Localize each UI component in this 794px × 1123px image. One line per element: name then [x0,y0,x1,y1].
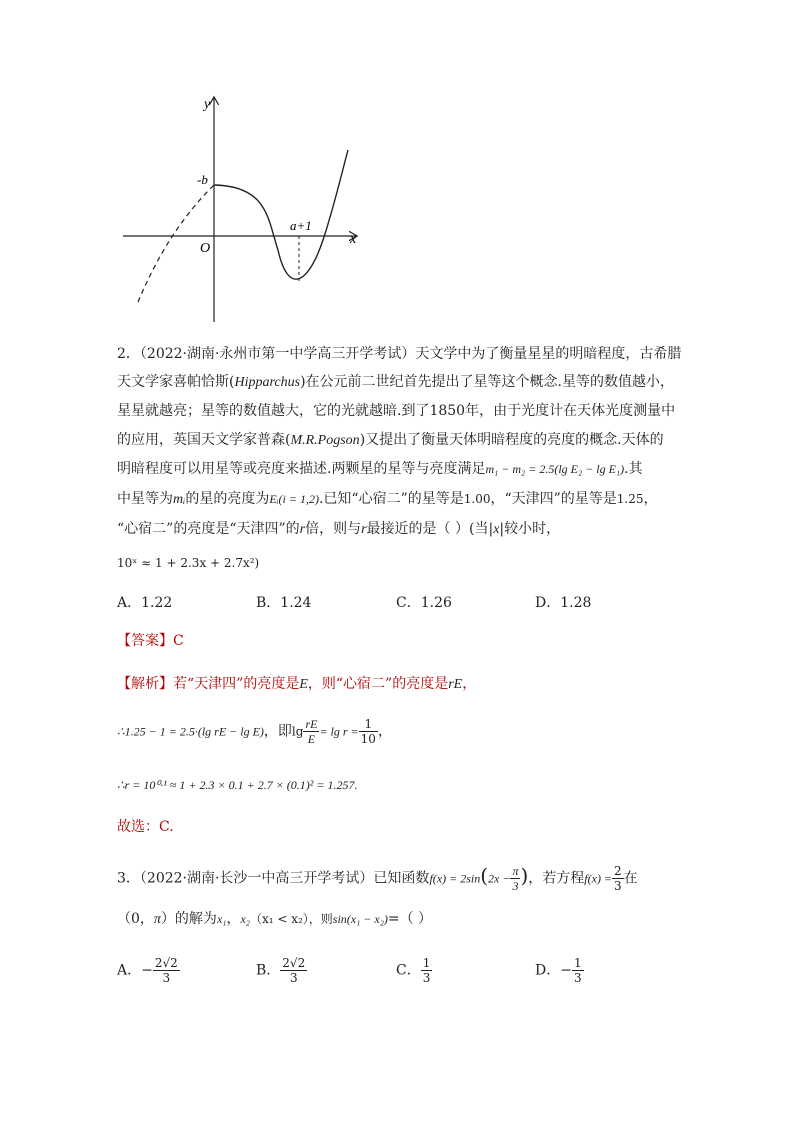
q3-text-1b: ，若方程 [528,870,585,887]
option-value: 1.28 [560,595,592,611]
option-label: A． [117,962,142,979]
q3-option-a[interactable] [117,956,180,985]
analysis-text-a: 若“天津四”的亮度是 [173,676,300,692]
x-var: x [493,522,500,537]
frac-1-10 [359,717,378,746]
var-rE: rE [448,677,463,692]
a-plus-1-label: a+1 [290,218,312,233]
pi: π [153,912,161,927]
x1: x₁ [216,912,227,926]
step1-mid: = lg r = [319,724,359,739]
y-label: y [204,97,211,112]
q2-text-3a: 星星就越亮；星等的数值越大，它的光就越暗.到了 [117,403,430,419]
frac-den: 3 [422,971,431,985]
paren-close: ) [520,863,529,888]
frac-2-3 [612,864,624,893]
q2-text-2a: 天文学家喜帕恰斯( [117,374,235,390]
q2-text-6c: .已知“心宿二”的星等是 [318,491,464,507]
answer-line [117,631,184,651]
q2-line-4 [117,430,664,451]
option-label: C． [396,962,421,979]
frac-num: 1 [359,717,378,732]
option-frac [153,956,180,985]
q2-text-6a: 中星等为 [117,491,173,507]
frac-num: rE [305,717,318,731]
option-label: D． [535,595,561,611]
frac-pi-3 [510,864,520,893]
year-1850: 1850 [429,403,466,419]
q3-text-2e: =（ ） [387,911,433,927]
q3-text-1c: 在 [623,870,638,887]
q2-text-2b: )在公元前二世纪首先提出了星等这个概念.星等的数值越小， [300,374,674,390]
step1-end: ， [377,723,392,740]
q2-text-4a: 的应用，英国天文学家普森( [117,432,291,448]
b-label: -b [197,172,208,187]
solid-curve [214,150,348,279]
frac-rE-E [303,717,319,746]
option-label: D． [535,962,561,979]
frac-den: 3 [162,971,171,985]
q2-text-7b: 倍，则与 [305,521,362,537]
q2-option-d[interactable] [535,592,591,612]
q2-line-2 [117,372,674,393]
q2-option-b[interactable] [256,592,311,612]
option-frac [572,956,584,985]
analysis-tag: 【解析】 [117,676,173,692]
q3-line-1 [117,864,638,893]
f-eq: f(x) = [584,871,613,886]
q2-line-7 [117,519,560,540]
option-sign: − [560,962,572,979]
option-frac [421,956,433,985]
step-2 [117,775,357,795]
m-i: mᵢ [173,492,186,507]
q2-text-6b: 的星的亮度为 [185,491,270,507]
q2-option-c[interactable] [396,592,452,612]
frac-den: 10 [360,732,376,746]
var-E: E [299,677,308,692]
q2-text-7d: |较小时， [499,521,561,537]
option-value: 1.26 [420,595,452,611]
analysis-text-c: ， [462,676,477,692]
option-label: C． [396,595,421,611]
q2-text-6d: ，“天津四”的星等是 [490,491,617,507]
frac-den: 3 [573,971,582,985]
answer-tag: 【答案】 [117,633,173,649]
q2-text-4b: )又提出了衡量天体明暗程度的亮度的概念.天体的 [359,432,664,448]
conclusion-text: 故选：C. [117,819,174,835]
approx-formula: 10ˣ ≈ 1 + 2.3x + 2.7x²) [117,556,260,570]
q3-text-1a: 3．（2022·湖南·长沙一中高三开学考试）已知函数 [117,870,430,887]
frac-num: 2√2 [282,956,306,970]
option-value: 1.22 [141,595,173,611]
q3-option-d[interactable] [535,956,584,985]
option-label: B． [256,962,281,979]
q2-option-a[interactable] [117,592,172,612]
origin-label: O [200,241,211,256]
analysis-text-b: ，则“心宿二”的亮度是 [307,676,449,692]
frac-den: 3 [512,879,519,893]
frac-num: 2√2 [154,956,178,970]
q3-text-2b: ）的解为 [160,911,217,927]
q3-text-2a: （0， [117,911,154,927]
r-var: r [299,522,306,537]
step-1 [117,717,392,746]
x2: x₂ [240,912,250,926]
q2-line-8 [117,553,259,573]
q2-text-7c: 最接近的是（ ）(当| [366,521,494,537]
q3-option-b[interactable] [256,956,307,985]
q3-text-2d: （x₁ < x₂），则 [249,912,333,926]
function-graph [118,90,368,330]
answer-value: C [173,633,184,649]
e-i: Eᵢ(i = 1,2) [269,492,319,506]
paren-content: 2x − [488,871,511,886]
q2-line-5 [117,459,643,479]
q2-text-6e: ， [643,491,658,507]
frac-den: 3 [289,971,298,985]
conclusion [117,817,174,837]
analysis-line [117,674,476,695]
option-frac [280,956,307,985]
step2-formula: ∴r = 10⁰·¹ ≈ 1 + 2.3 × 0.1 + 2.7 × (0.1)² = 1.257. [117,778,358,792]
q2-text-3b: 年，由于光度计在天体光度测量中 [465,403,676,419]
frac-num: 1 [573,956,582,970]
frac-den: 3 [614,879,622,893]
q3-line-2 [117,909,432,930]
magnitude-formula: m₁ − m₂ = 2.5(lg E₂ − lg E₁) [485,462,625,476]
lg: lg [291,724,304,739]
value-1-00: 1.00 [463,492,491,506]
frac-den: E [307,732,316,746]
q3-text-2c: ， [226,911,241,927]
q2-line-3 [117,401,675,421]
r-var-2: r [361,522,367,537]
q2-text-7a: “心宿二”的亮度是“天津四”的 [117,521,300,537]
x-label: x [350,232,357,247]
paren-open: ( [480,863,489,888]
value-1-25: 1.25 [616,492,644,506]
pogson-name: M.R.Pogson [290,433,360,448]
f-def: f(x) = 2sin [429,871,481,886]
hipparchus-name: Hipparchus [234,375,301,390]
q3-option-c[interactable] [396,956,432,985]
step1-text: ，即 [263,723,292,740]
option-label: A． [117,595,142,611]
q2-text-5b: .其 [624,461,643,477]
q2-line-6 [117,489,658,510]
option-label: B． [256,595,281,611]
frac-num: π [512,864,519,878]
q2-line-1 [117,344,681,364]
sin-expr: sin(x₁ − x₂) [332,912,388,926]
frac-num: 1 [422,956,431,970]
option-value: 1.24 [280,595,312,611]
frac-num: 2 [614,864,622,878]
option-sign: − [141,962,153,979]
q2-text-5a: 明暗程度可以用星等或亮度来描述.两颗星的星等与亮度满足 [117,461,486,477]
step1-formula: ∴1.25 − 1 = 2.5·(lg rE − lg E) [117,724,264,739]
q2-text-1: 2．（2022·湖南·永州市第一中学高三开学考试）天文学中为了衡量星星的明暗程度，古希腊 [117,346,682,362]
